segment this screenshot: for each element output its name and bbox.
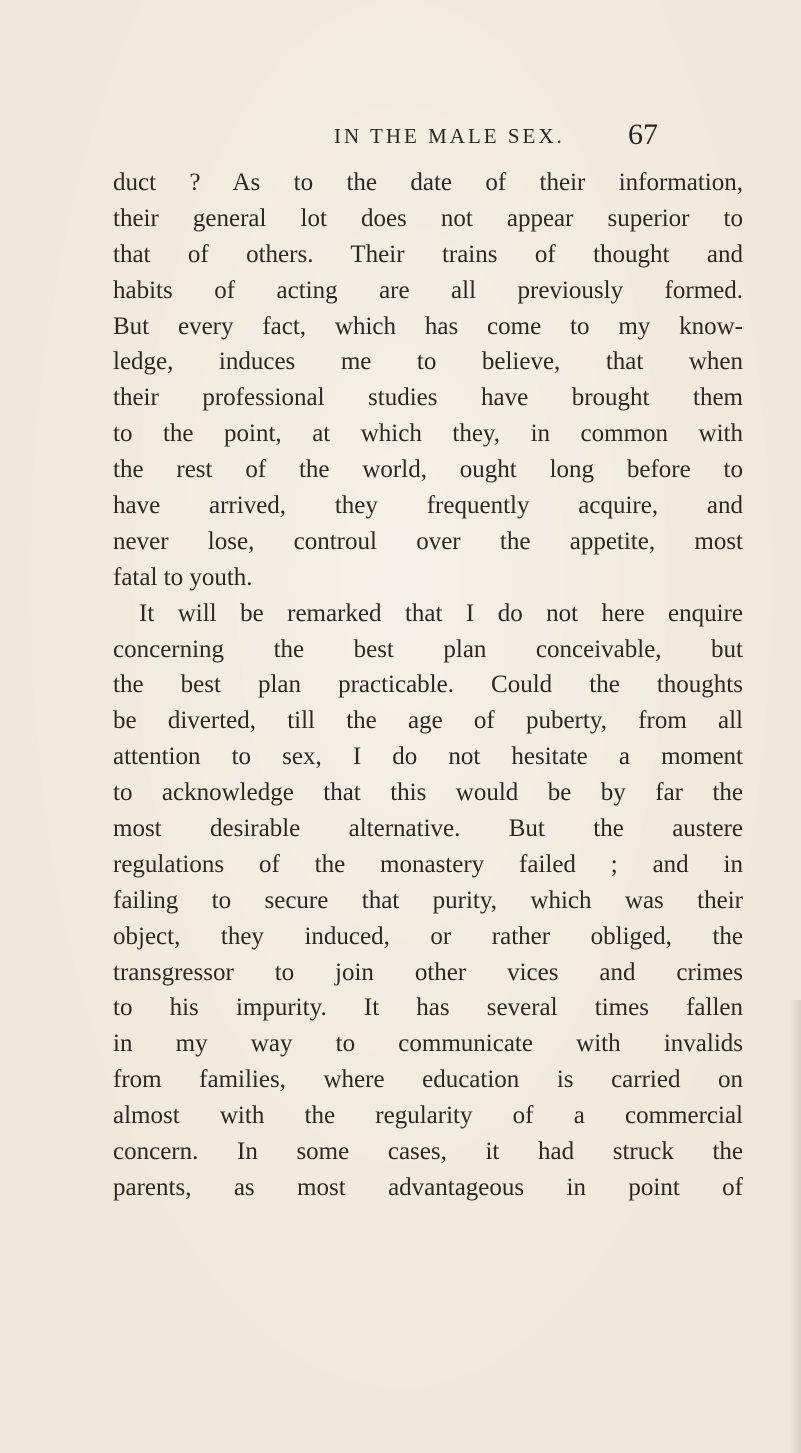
- text-line: their professional studies have brought them: [113, 384, 743, 412]
- text-line: object, they induced, or rather obliged, the: [113, 922, 743, 950]
- text-line: the best plan practicable. Could the thoughts: [113, 671, 743, 699]
- text-line: attention to sex, I do not hesitate a moment: [113, 743, 743, 771]
- page-number: 67: [628, 118, 658, 151]
- text-line: It will be remarked that I do not here enquire: [139, 599, 743, 627]
- text-line: to acknowledge that this would be by far the: [113, 779, 743, 807]
- text-line: from families, where education is carried on: [113, 1066, 743, 1094]
- text-line: to his impurity. It has several times fallen: [113, 994, 743, 1022]
- page-edge-shadow: [789, 1000, 801, 1453]
- text-line: concern. In some cases, it had struck the: [113, 1138, 743, 1166]
- page-header: [0, 118, 801, 158]
- text-line: But every fact, which has come to my know-: [113, 312, 743, 340]
- text-line: be diverted, till the age of puberty, from all: [113, 707, 743, 735]
- text-line: duct ? As to the date of their information,: [113, 169, 743, 196]
- text-line: habits of acting are all previously formed.: [113, 276, 743, 304]
- text-line: failing to secure that purity, which was their: [113, 886, 743, 914]
- text-line: parents, as most advantageous in point of: [113, 1173, 743, 1201]
- text-line: regulations of the monastery failed ; and in: [113, 850, 743, 878]
- text-line: in my way to communicate with invalids: [113, 1030, 743, 1058]
- text-line: almost with the regularity of a commercial: [113, 1102, 743, 1130]
- paragraph-1: [113, 165, 743, 596]
- text-line: the rest of the world, ought long before to: [113, 456, 743, 484]
- text-line: their general lot does not appear superior to: [113, 204, 743, 232]
- running-head: IN THE MALE SEX.: [334, 124, 565, 148]
- body-text: [113, 165, 743, 1206]
- text-line: transgressor to join other vices and crimes: [113, 958, 743, 986]
- paragraph-2: [113, 596, 743, 1206]
- text-line: to the point, at which they, in common with: [113, 420, 743, 448]
- text-line: most desirable alternative. But the austere: [113, 815, 743, 843]
- text-line: have arrived, they frequently acquire, and: [113, 492, 743, 520]
- text-line: concerning the best plan conceivable, but: [113, 635, 743, 663]
- text-line: fatal to youth.: [113, 563, 253, 591]
- text-line: ledge, induces me to believe, that when: [113, 348, 743, 376]
- text-line: that of others. Their trains of thought and: [113, 240, 743, 268]
- text-line: never lose, controul over the appetite, most: [113, 527, 743, 555]
